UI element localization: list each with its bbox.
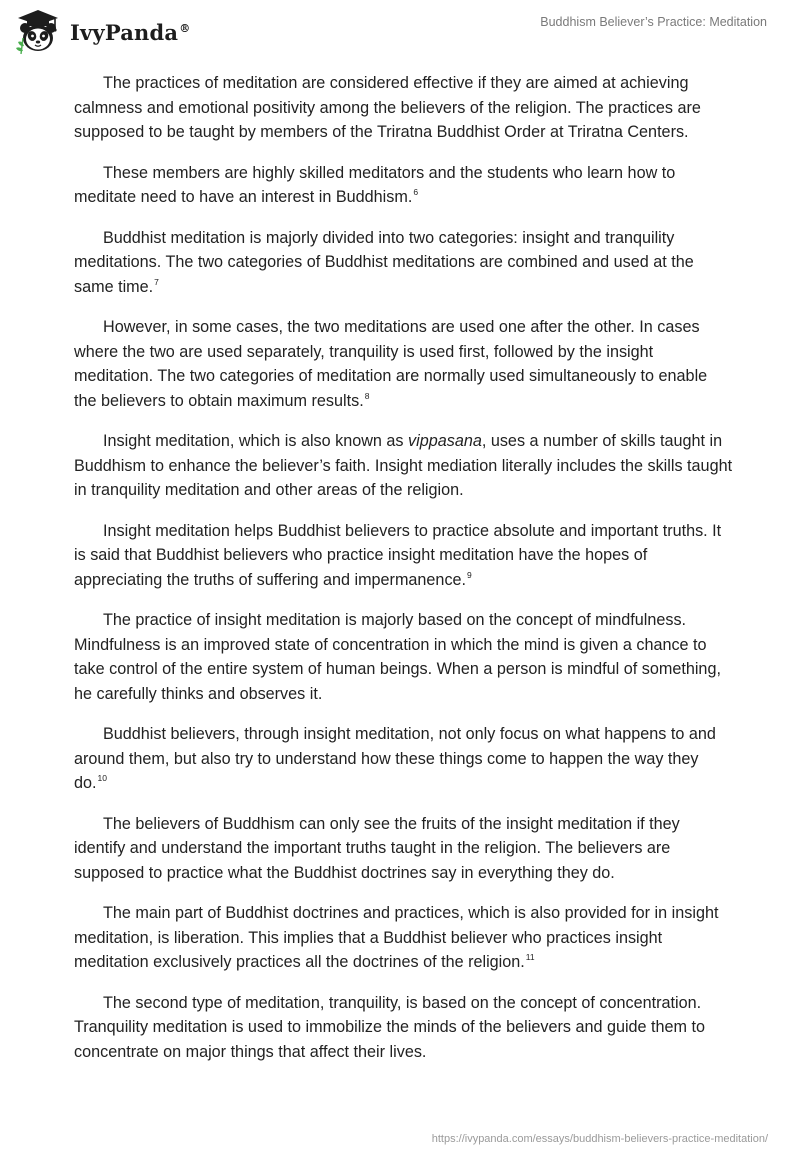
ivypanda-logo[interactable] — [14, 8, 190, 54]
footnote-ref[interactable]: 7 — [154, 276, 159, 287]
footnote-ref[interactable]: 11 — [525, 952, 535, 962]
footnote-ref[interactable]: 6 — [413, 187, 419, 197]
italic-term: vippasana — [408, 432, 482, 450]
paragraph: The practices of meditation are considered effective if they are aimed at achieving calmness and emotional positivity among the believers of the religion. The practices are supposed to be taught by members of the Triratna Buddhist Order at Triratna Centers. — [74, 74, 701, 141]
paragraph: The believers of Buddhism can only see the fruits of the insight meditation if they identify and understand the important truths taught in the religion. The believers are supposed to practice what the Buddhist doctrines say in everything they do. — [74, 814, 680, 882]
paragraph: Insight meditation helps Buddhist believers to practice absolute and important truths. It is said that Buddhist believers who practice insight meditation have the hopes of appreciating the truths of suffering and impermanence.$^9$ — [74, 521, 722, 589]
paragraph: Insight meditation, which is also known as vippasana, uses a number of skills taught in Buddhism to enhance the believer’s faith. Insight mediation literally includes the skills taught in tranquility meditation and other areas of the religion. — [74, 432, 733, 499]
paragraph: These members are highly skilled meditators and the students who learn how to meditate need to have an interest in Buddhism.$^6$ — [74, 163, 676, 206]
paragraph: The second type of meditation, tranquility, is based on the concept of concentration. Tranquility meditation is used to immobilize the minds of the believers and guide them to concentrate on major things that affect their lives. — [74, 993, 706, 1061]
paragraph: The practice of insight meditation is majorly based on the concept of mindfulness. Mindfulness is an improved state of concentration in which the mind is given a chance to take control of the entire system of human beings. When a person is mindful of something, he carefully thinks and observes it. — [74, 611, 721, 703]
paragraph: However, in some cases, the two meditations are used one after the other. In cases where the two are used separately, tranquility is used first, followed by the insight meditation. The two categories of meditation are normally used simultaneously to enable the believers to obtain maximum results.$^8$ — [74, 318, 708, 410]
logo-wordmark: IvyPanda® — [70, 19, 191, 45]
document-title: Buddhism Believer’s Practice: Meditation — [540, 15, 767, 29]
essay-body — [74, 71, 734, 1080]
paragraph: Buddhist meditation is majorly divided into two categories: insight and tranquility meditations. The two categories of Buddhist meditations are combined and used at the same time.$^7$ — [74, 228, 694, 296]
footnote-ref[interactable]: 9 — [467, 569, 472, 580]
paragraph: Buddhist believers, through insight meditation, not only focus on what happens to and around them, but also try to understand how these things come to happen the way they do.$^{10}$ — [74, 725, 716, 792]
page-header — [0, 0, 800, 62]
footnote-ref[interactable]: 10 — [97, 773, 107, 783]
paragraph: The main part of Buddhist doctrines and practices, which is also provided for in insight meditation, is liberation. This implies that a Buddhist believer who practices insight meditation exclusively practices all the doctrines of the religion.$^{11}$ — [74, 904, 719, 971]
footnote-ref[interactable]: 8 — [364, 390, 370, 401]
panda-graduate-icon — [14, 8, 62, 54]
source-url[interactable]: https://ivypanda.com/essays/buddhism-believers-practice-meditation/ — [431, 1133, 768, 1145]
